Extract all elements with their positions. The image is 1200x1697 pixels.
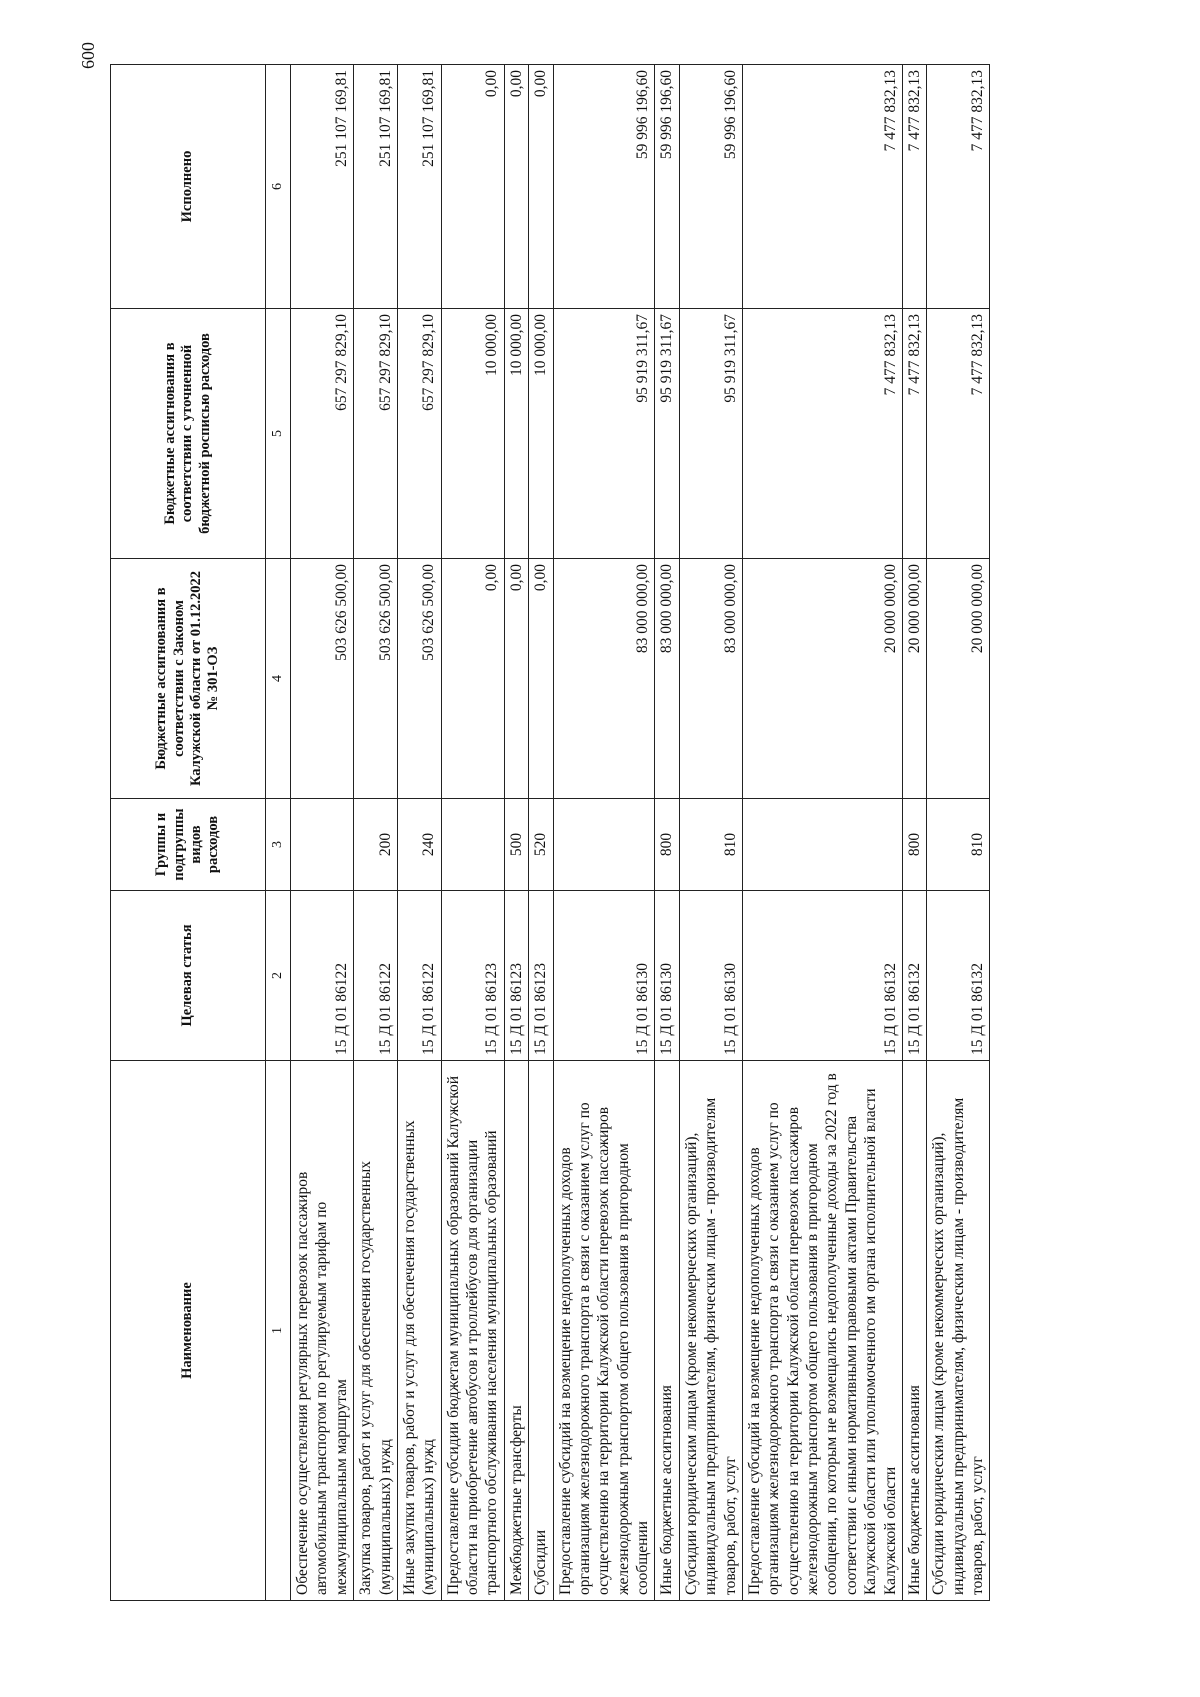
row-law-amount: 83 000 000,00 (553, 559, 655, 799)
header-expense-group: Группы и подгруппы видов расходов (111, 799, 266, 891)
row-executed-amount: 7 477 832,13 (742, 65, 902, 309)
row-plan-amount: 95 919 311,67 (655, 309, 679, 559)
row-law-amount: 503 626 500,00 (397, 559, 441, 799)
row-law-amount: 83 000 000,00 (679, 559, 742, 799)
row-name: Обеспечение осуществления регулярных перевозок пассажиров автомобильным транспортом по регулируемым тарифам по межмуниципальным маршрутам (291, 1061, 354, 1601)
table-row (553, 65, 655, 1601)
row-plan-amount: 95 919 311,67 (553, 309, 655, 559)
table-row (291, 65, 354, 1601)
row-plan-amount: 10 000,00 (529, 309, 553, 559)
table-row (504, 65, 528, 1601)
row-executed-amount: 0,00 (504, 65, 528, 309)
row-executed-amount: 7 477 832,13 (927, 65, 990, 309)
row-plan-amount: 10 000,00 (504, 309, 528, 559)
row-target-article: 15 Д 01 86132 (902, 891, 926, 1061)
row-target-article: 15 Д 01 86122 (291, 891, 354, 1061)
table-row (529, 65, 553, 1601)
budget-table (110, 64, 990, 1601)
row-executed-amount: 59 996 196,60 (679, 65, 742, 309)
row-plan-amount: 95 919 311,67 (679, 309, 742, 559)
row-plan-amount: 657 297 829,10 (397, 309, 441, 559)
row-name: Межбюджетные трансферты (504, 1061, 528, 1601)
row-executed-amount: 251 107 169,81 (291, 65, 354, 309)
column-number: 6 (266, 65, 291, 309)
row-plan-amount: 10 000,00 (441, 309, 504, 559)
row-expense-group: 500 (504, 799, 528, 891)
row-executed-amount: 59 996 196,60 (655, 65, 679, 309)
column-number: 1 (266, 1061, 291, 1601)
table-row (354, 65, 398, 1601)
row-expense-group (441, 799, 504, 891)
row-law-amount: 20 000 000,00 (927, 559, 990, 799)
table-row (927, 65, 990, 1601)
row-target-article: 15 Д 01 86123 (441, 891, 504, 1061)
row-expense-group (742, 799, 902, 891)
row-expense-group: 810 (927, 799, 990, 891)
row-expense-group: 240 (397, 799, 441, 891)
row-target-article: 15 Д 01 86123 (504, 891, 528, 1061)
page-number: 600 (78, 42, 98, 69)
row-plan-amount: 657 297 829,10 (291, 309, 354, 559)
header-executed: Исполнено (111, 65, 266, 309)
row-expense-group: 200 (354, 799, 398, 891)
header-name: Наименование (111, 1061, 266, 1601)
row-executed-amount: 251 107 169,81 (397, 65, 441, 309)
row-law-amount: 0,00 (529, 559, 553, 799)
row-name: Предоставление субсидий на возмещение недополученных доходов организациям железнодорожного транспорта в связи с оказанием услуг по осуществлению на территории Калужской области перевозок пассажиров железнодорожным транспортом общего пользования в пригородном сообщении, по которым не возмещались недополученные доходы за 2022 год в соответствии с иными нормативными правовыми актами Правительства Калужской области или уполномоченного им органа исполнительной власти Калужской области (742, 1061, 902, 1601)
table-row (397, 65, 441, 1601)
table-row (441, 65, 504, 1601)
column-number-row (266, 65, 291, 1601)
row-target-article: 15 Д 01 86123 (529, 891, 553, 1061)
row-expense-group: 800 (902, 799, 926, 891)
row-expense-group: 810 (679, 799, 742, 891)
table-row (742, 65, 902, 1601)
row-law-amount: 83 000 000,00 (655, 559, 679, 799)
row-name: Закупка товаров, работ и услуг для обеспечения государственных (муниципальных) нужд (354, 1061, 398, 1601)
row-expense-group (553, 799, 655, 891)
header-row (111, 65, 266, 1601)
row-name: Субсидии юридическим лицам (кроме некоммерческих организаций), индивидуальным предпринимателям, физическим лицам - производителям товаров, работ, услуг (679, 1061, 742, 1601)
column-number: 4 (266, 559, 291, 799)
row-target-article: 15 Д 01 86130 (655, 891, 679, 1061)
row-target-article: 15 Д 01 86132 (927, 891, 990, 1061)
row-executed-amount: 59 996 196,60 (553, 65, 655, 309)
row-law-amount: 20 000 000,00 (902, 559, 926, 799)
row-target-article: 15 Д 01 86122 (397, 891, 441, 1061)
row-target-article: 15 Д 01 86130 (679, 891, 742, 1061)
row-expense-group: 520 (529, 799, 553, 891)
row-law-amount: 503 626 500,00 (291, 559, 354, 799)
row-target-article: 15 Д 01 86122 (354, 891, 398, 1061)
row-plan-amount: 7 477 832,13 (927, 309, 990, 559)
row-executed-amount: 0,00 (441, 65, 504, 309)
row-target-article: 15 Д 01 86132 (742, 891, 902, 1061)
row-name: Предоставление субсидии бюджетам муниципальных образований Калужской области на приобретение автобусов и троллейбусов для организации транспортного обслуживания населения муниципальных образований (441, 1061, 504, 1601)
row-expense-group (291, 799, 354, 891)
header-target-article: Целевая статья (111, 891, 266, 1061)
row-law-amount: 20 000 000,00 (742, 559, 902, 799)
row-executed-amount: 251 107 169,81 (354, 65, 398, 309)
row-target-article: 15 Д 01 86130 (553, 891, 655, 1061)
row-executed-amount: 7 477 832,13 (902, 65, 926, 309)
column-number: 5 (266, 309, 291, 559)
row-name: Предоставление субсидий на возмещение недополученных доходов организациям железнодорожного транспорта в связи с оказанием услуг по осуществлению на территории Калужской области перевозок пассажиров железнодорожным транспортом общего пользования в пригородном сообщении (553, 1061, 655, 1601)
table-row (679, 65, 742, 1601)
row-law-amount: 503 626 500,00 (354, 559, 398, 799)
column-number: 3 (266, 799, 291, 891)
row-law-amount: 0,00 (504, 559, 528, 799)
row-name: Субсидии юридическим лицам (кроме некоммерческих организаций), индивидуальным предпринимателям, физическим лицам - производителям товаров, работ, услуг (927, 1061, 990, 1601)
row-name: Иные бюджетные ассигнования (902, 1061, 926, 1601)
header-plan-allocations: Бюджетные ассигнования в соответствии с уточненной бюджетной росписью расходов (111, 309, 266, 559)
row-expense-group: 800 (655, 799, 679, 891)
row-plan-amount: 7 477 832,13 (742, 309, 902, 559)
row-executed-amount: 0,00 (529, 65, 553, 309)
table-row (655, 65, 679, 1601)
row-plan-amount: 7 477 832,13 (902, 309, 926, 559)
column-number: 2 (266, 891, 291, 1061)
header-law-allocations: Бюджетные ассигнования в соответствии с Законом Калужской области от 01.12.2022 № 301-ОЗ (111, 559, 266, 799)
row-law-amount: 0,00 (441, 559, 504, 799)
table-row (902, 65, 926, 1601)
row-name: Субсидии (529, 1061, 553, 1601)
row-name: Иные бюджетные ассигнования (655, 1061, 679, 1601)
row-name: Иные закупки товаров, работ и услуг для обеспечения государственных (муниципальных) нужд (397, 1061, 441, 1601)
row-plan-amount: 657 297 829,10 (354, 309, 398, 559)
